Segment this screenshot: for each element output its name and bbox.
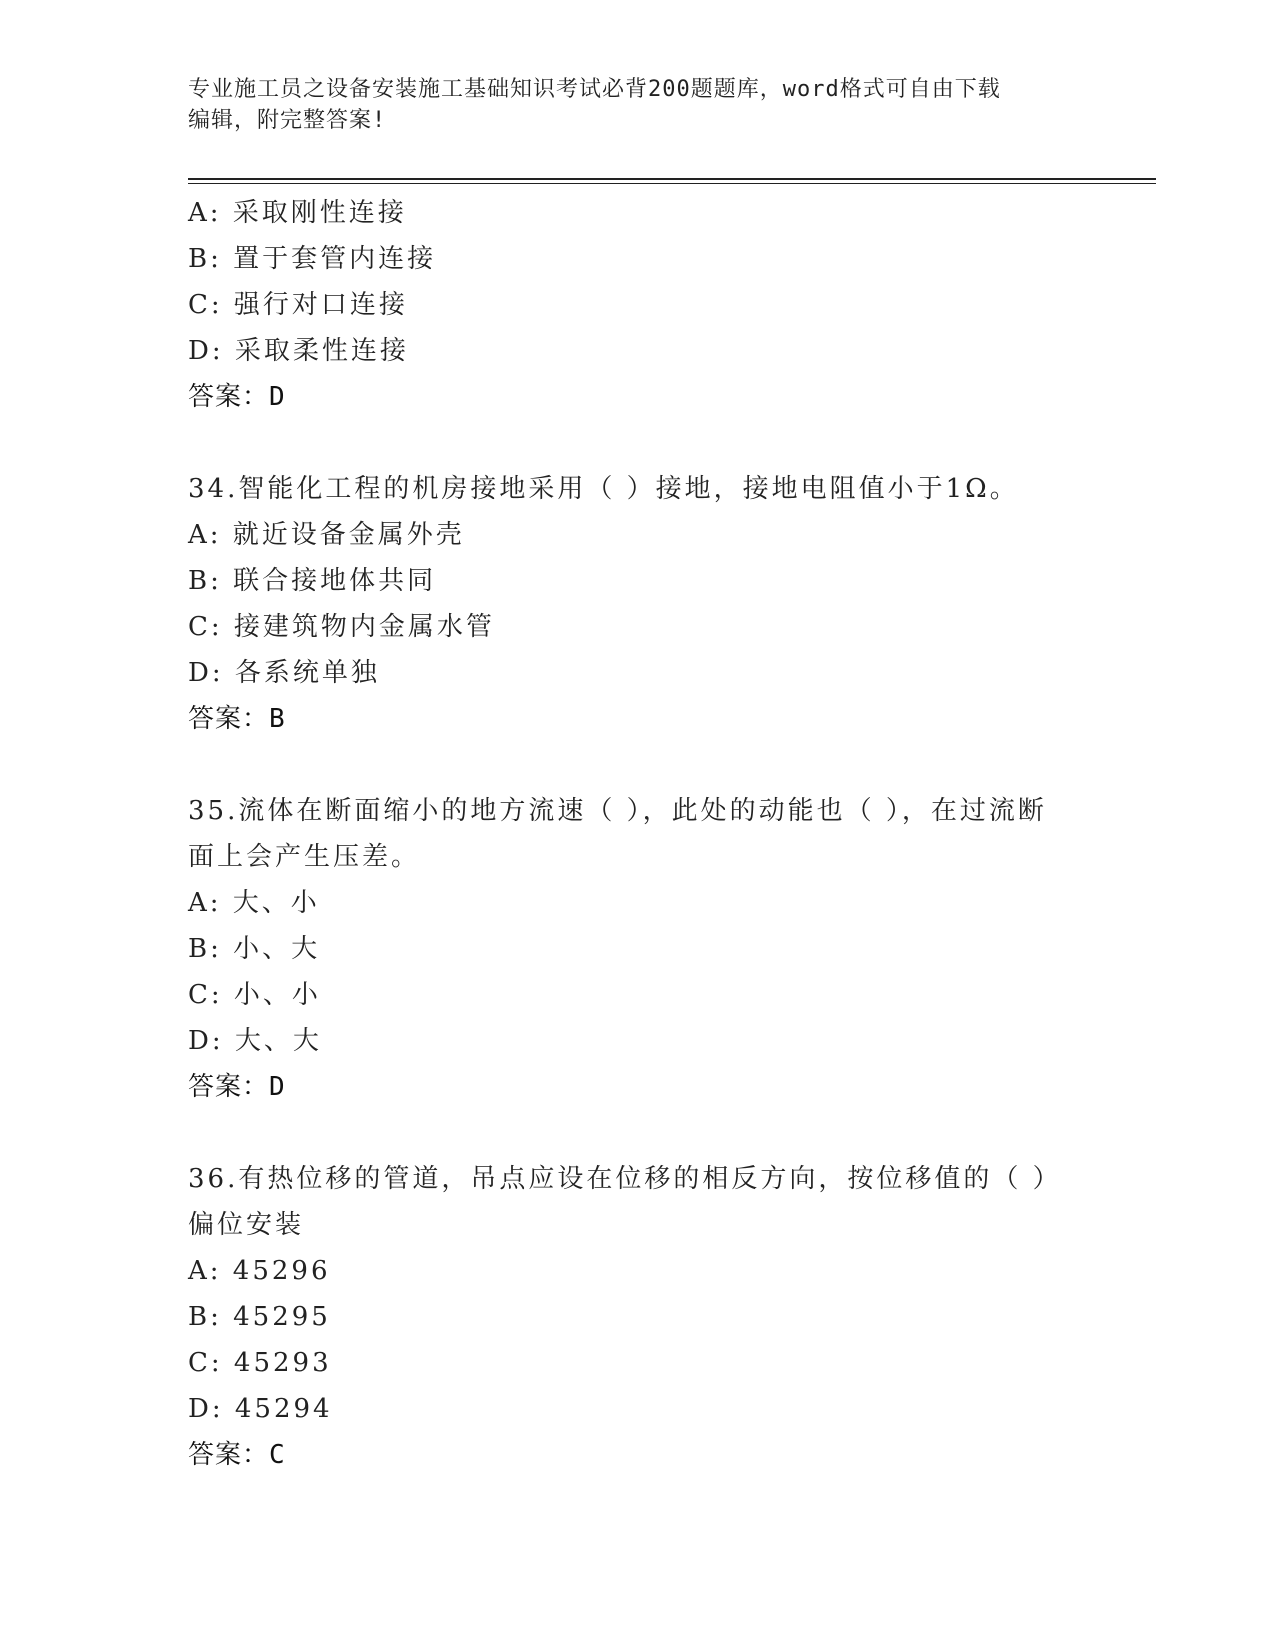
option-a: A: 45296 <box>188 1256 331 1286</box>
option-d: D: 采取柔性连接 <box>188 336 409 366</box>
option-c: C: 强行对口连接 <box>188 290 408 320</box>
answer-label: 答案：B <box>188 704 286 734</box>
header-title-line-2: 编辑，附完整答案! <box>188 108 387 133</box>
question-text-line-1: 36.有热位移的管道，吊点应设在位移的相反方向，按位移值的（ ） <box>188 1164 1062 1194</box>
option-d: D: 45294 <box>188 1394 333 1424</box>
question-34 <box>188 466 1088 742</box>
option-b: B: 小、大 <box>188 934 321 964</box>
question-text-line-1: 35.流体在断面缩小的地方流速（ ），此处的动能也（ ），在过流断 <box>188 796 1047 826</box>
question-text-line-2: 面上会产生压差。 <box>188 842 421 872</box>
header-divider-thin <box>188 183 1156 184</box>
question-spacer <box>188 742 1088 788</box>
option-b: B: 联合接地体共同 <box>188 566 437 596</box>
question-list <box>188 190 1088 1478</box>
option-c: C: 小、小 <box>188 980 321 1010</box>
question-text: 34.智能化工程的机房接地采用（ ）接地，接地电阻值小于1Ω。 <box>188 474 1019 504</box>
option-c: C: 接建筑物内金属水管 <box>188 612 495 642</box>
question-spacer <box>188 420 1088 466</box>
header-divider-thick <box>188 178 1156 180</box>
document-header <box>188 74 1088 136</box>
option-b: B: 置于套管内连接 <box>188 244 437 274</box>
question-36 <box>188 1156 1088 1478</box>
answer-label: 答案：D <box>188 382 286 412</box>
header-title-line-1: 专业施工员之设备安装施工基础知识考试必背200题题库，word格式可自由下载 <box>188 77 1001 102</box>
question-33 <box>188 190 1088 420</box>
question-spacer <box>188 1110 1088 1156</box>
option-a: A: 就近设备金属外壳 <box>188 520 465 550</box>
option-d: D: 各系统单独 <box>188 658 380 688</box>
answer-label: 答案：D <box>188 1072 286 1102</box>
question-text-line-2: 偏位安装 <box>188 1210 305 1240</box>
option-c: C: 45293 <box>188 1348 332 1378</box>
option-a: A: 采取刚性连接 <box>188 198 407 228</box>
option-d: D: 大、大 <box>188 1026 322 1056</box>
question-35 <box>188 788 1088 1110</box>
answer-label: 答案：C <box>188 1440 286 1470</box>
option-a: A: 大、小 <box>188 888 320 918</box>
option-b: B: 45295 <box>188 1302 331 1332</box>
